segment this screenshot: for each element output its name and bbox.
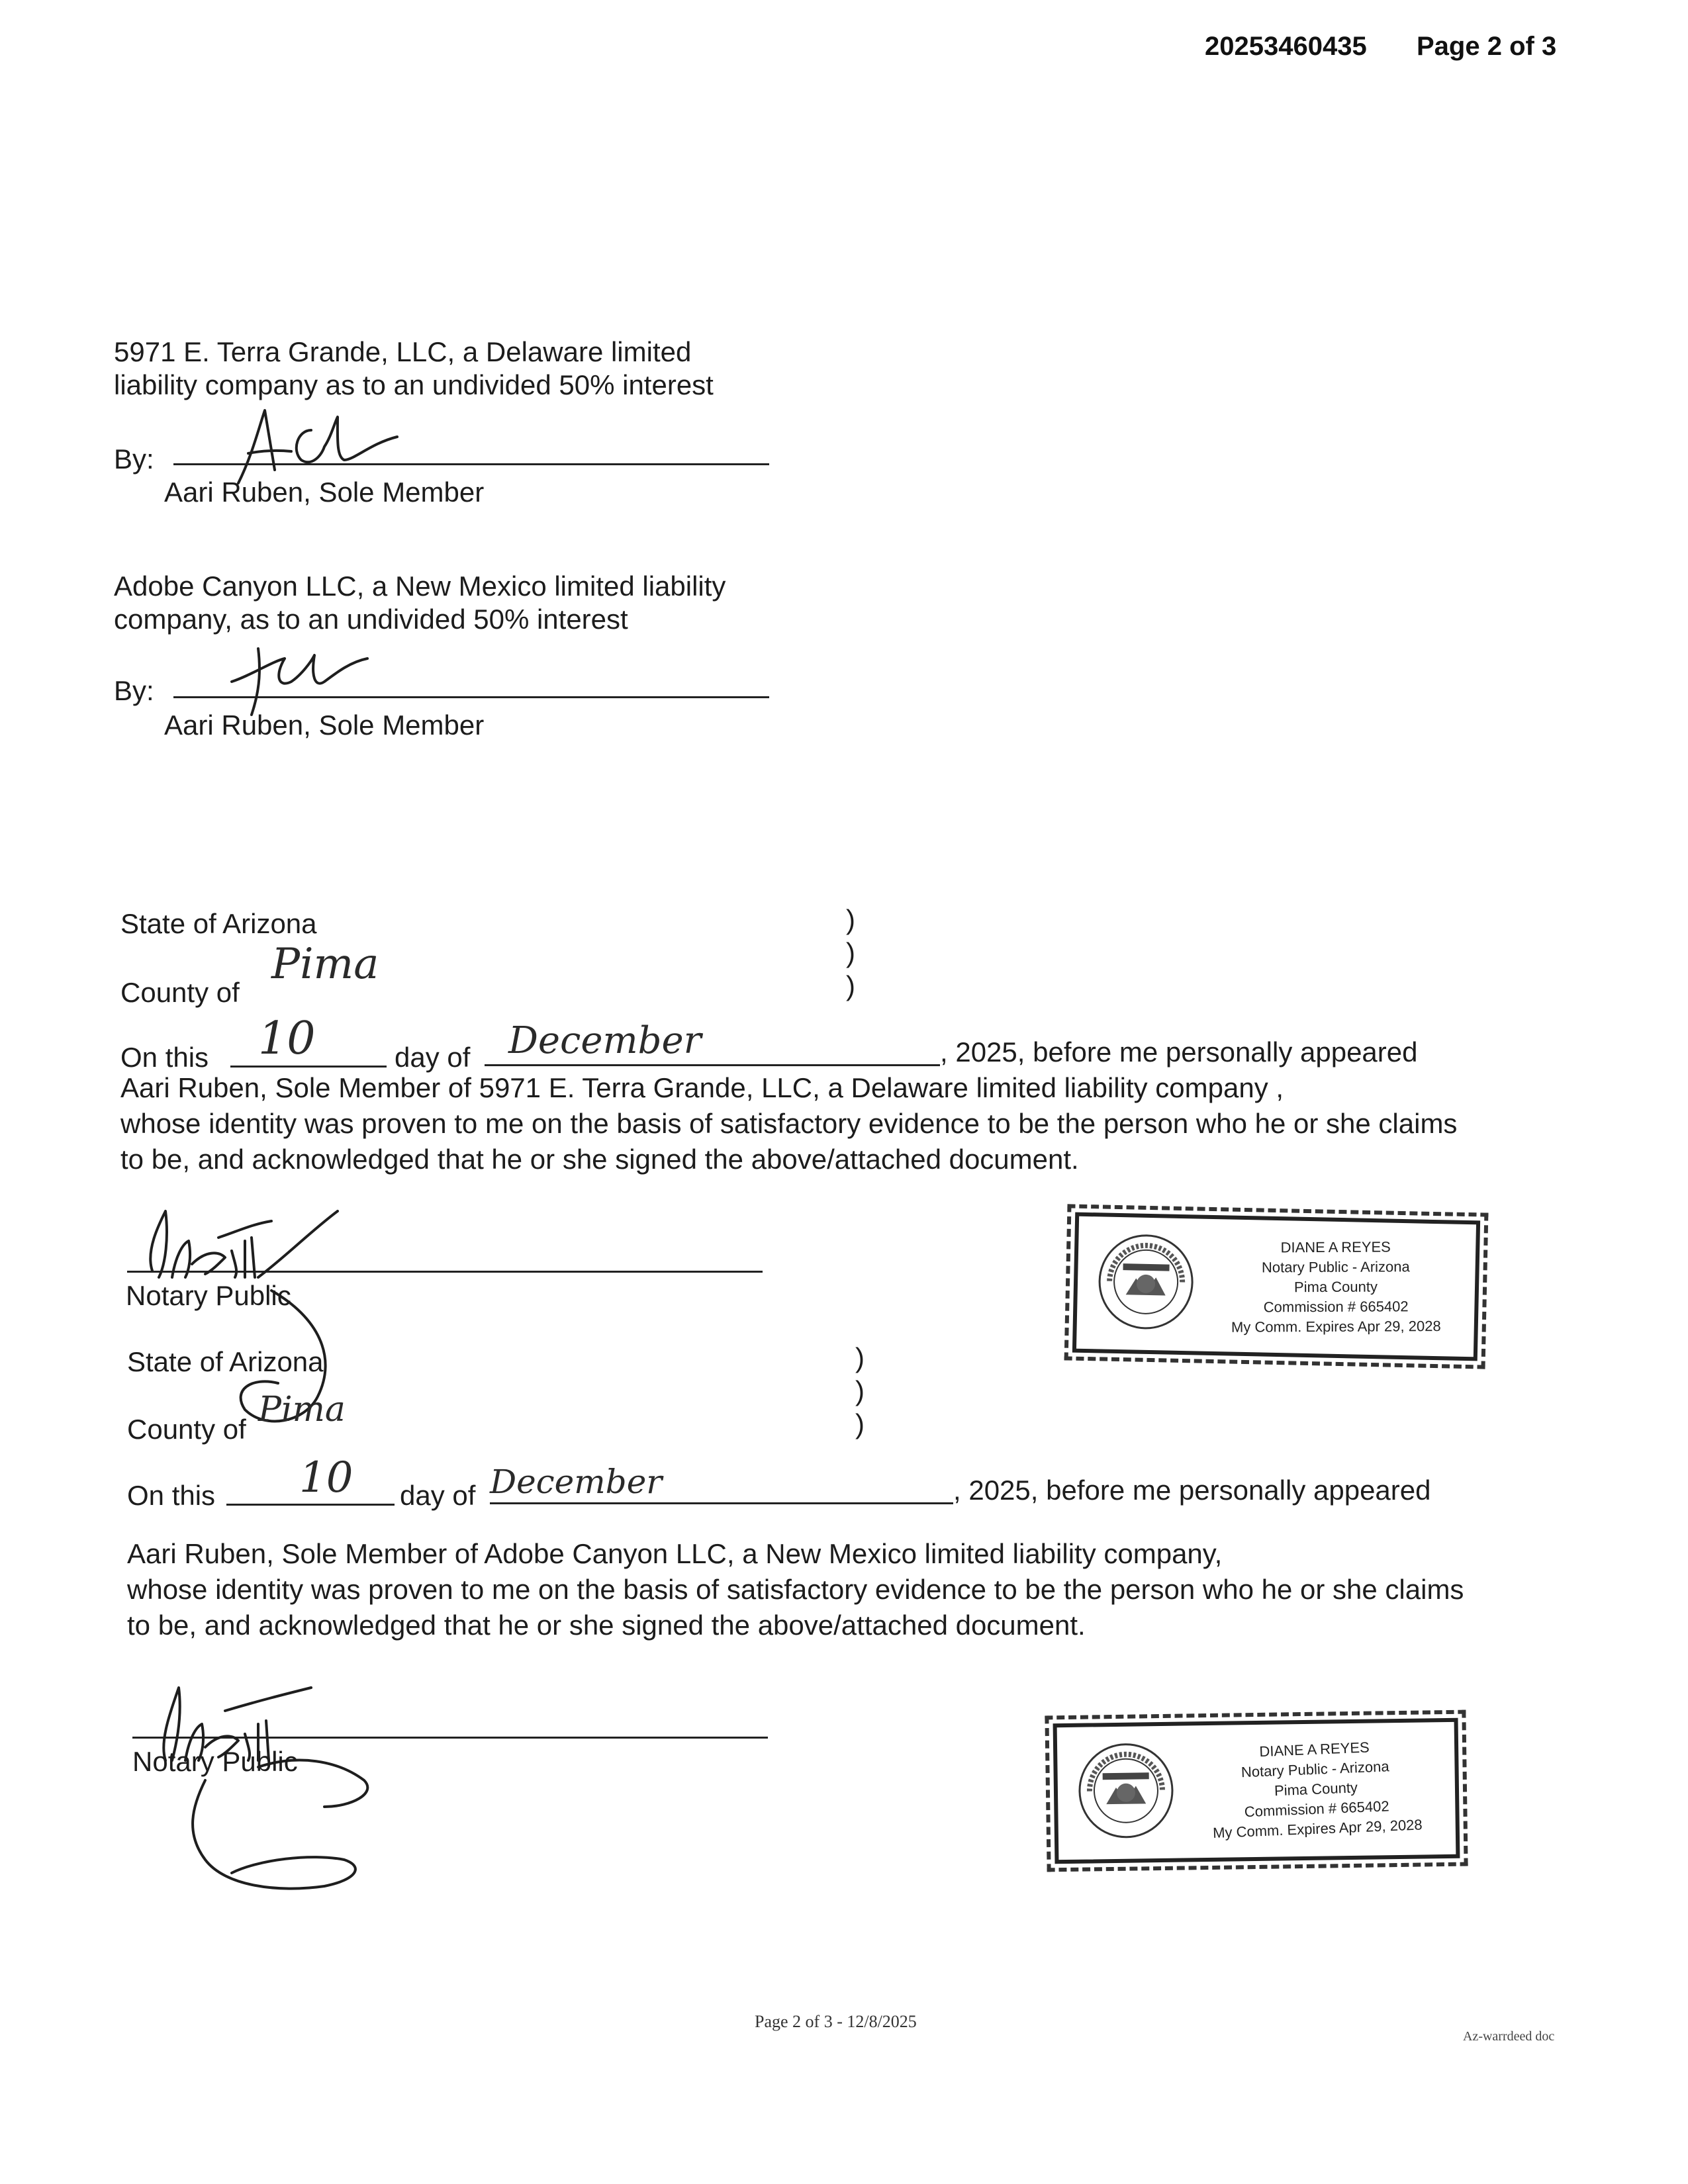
notary-signature xyxy=(126,1648,417,1926)
day-line xyxy=(230,1066,387,1068)
day-of-label: day of xyxy=(400,1480,476,1511)
stamp-notary-name: DIANE A REYES xyxy=(1280,1238,1391,1256)
county-handwritten: Pima xyxy=(271,940,379,989)
stamp-notary-name: DIANE A REYES xyxy=(1258,1739,1370,1760)
bracket: ) xyxy=(846,970,855,1001)
notary-stamp xyxy=(1072,1212,1480,1361)
stamp-commission: Commission # 665402 xyxy=(1244,1797,1390,1821)
footer-filename: Az-warrdeed doc xyxy=(1463,2029,1555,2044)
stamp-expires: My Comm. Expires Apr 29, 2028 xyxy=(1212,1816,1423,1842)
document-number: 20253460435 xyxy=(1205,32,1367,61)
bracket: ) xyxy=(855,1375,865,1406)
year-text: , 2025, before me personally appeared xyxy=(953,1475,1431,1506)
entity-line-2: liability company as to an undivided 50% interest xyxy=(114,369,714,400)
signer-name: Aari Ruben, Sole Member xyxy=(164,477,485,508)
body-line-1: Aari Ruben, Sole Member of 5971 E. Terra Grande, LLC, a Delaware limited liability company , xyxy=(120,1072,1284,1103)
entity-line-2: company, as to an undivided 50% interest xyxy=(114,604,628,635)
county-handwritten: Pima xyxy=(258,1390,346,1430)
state-label: State of Arizona xyxy=(127,1346,324,1377)
stamp-title: Notary Public - Arizona xyxy=(1241,1758,1390,1781)
body-line-2: whose identity was proven to me on the basis of satisfactory evidence to be the person who he or she claims xyxy=(120,1108,1458,1139)
footer-page-info: Page 2 of 3 - 12/8/2025 xyxy=(755,2012,917,2031)
county-label: County of xyxy=(127,1414,246,1445)
stamp-title: Notary Public - Arizona xyxy=(1261,1258,1410,1276)
day-handwritten: 10 xyxy=(299,1453,353,1502)
body-line-2: whose identity was proven to me on the basis of satisfactory evidence to be the person who he or she claims xyxy=(127,1574,1464,1605)
month-handwritten: December xyxy=(490,1463,663,1501)
arizona-seal-icon xyxy=(1076,1741,1176,1841)
body-line-3: to be, and acknowledged that he or she signed the above/attached document. xyxy=(127,1610,1086,1641)
stamp-county: Pima County xyxy=(1293,1278,1378,1296)
body-line-1: Aari Ruben, Sole Member of Adobe Canyon LLC, a New Mexico limited liability company, xyxy=(127,1538,1223,1569)
on-this-label: On this xyxy=(120,1042,209,1073)
stamp-expires: My Comm. Expires Apr 29, 2028 xyxy=(1231,1318,1441,1336)
stamp-text xyxy=(1207,1237,1466,1338)
month-line xyxy=(490,1502,953,1504)
page-indicator: Page 2 of 3 xyxy=(1417,32,1557,61)
state-label: State of Arizona xyxy=(120,908,317,939)
county-label: County of xyxy=(120,977,240,1008)
notary-stamp xyxy=(1053,1718,1460,1864)
bracket: ) xyxy=(855,1342,865,1373)
stamp-county: Pima County xyxy=(1274,1779,1358,1799)
day-handwritten: 10 xyxy=(258,1013,316,1065)
bracket: ) xyxy=(846,937,855,968)
stamp-text xyxy=(1185,1735,1447,1844)
arizona-seal-icon xyxy=(1096,1231,1197,1332)
by-label: By: xyxy=(114,443,154,475)
bracket: ) xyxy=(846,904,855,935)
bracket: ) xyxy=(855,1408,865,1439)
entity-line-1: Adobe Canyon LLC, a New Mexico limited liability xyxy=(114,570,726,602)
day-of-label: day of xyxy=(395,1042,471,1073)
by-label: By: xyxy=(114,675,154,706)
notary-public-label: Notary Public xyxy=(126,1280,291,1311)
notary-public-label: Notary Public xyxy=(132,1746,298,1777)
body-line-3: to be, and acknowledged that he or she signed the above/attached document. xyxy=(120,1144,1079,1175)
on-this-label: On this xyxy=(127,1480,216,1511)
year-text: , 2025, before me personally appeared xyxy=(940,1036,1418,1068)
stamp-commission: Commission # 665402 xyxy=(1263,1298,1409,1316)
month-line xyxy=(485,1064,940,1066)
entity-line-1: 5971 E. Terra Grande, LLC, a Delaware limited xyxy=(114,336,692,367)
signer-name: Aari Ruben, Sole Member xyxy=(164,709,485,741)
month-handwritten: December xyxy=(508,1019,702,1062)
day-line xyxy=(226,1504,395,1506)
